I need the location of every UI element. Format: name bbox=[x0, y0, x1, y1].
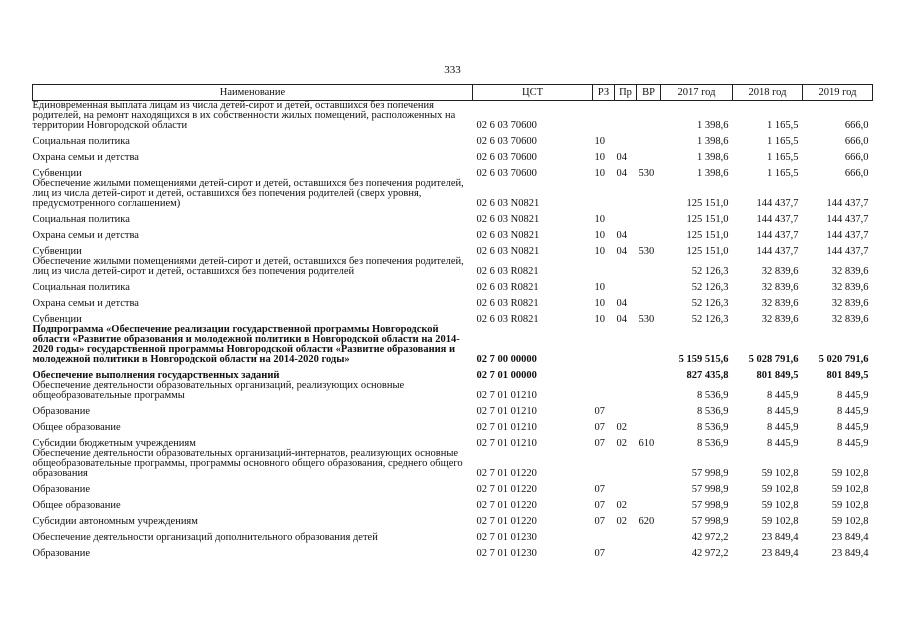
row-name: Социальная политика bbox=[32, 214, 130, 225]
row-rz: 07 bbox=[594, 406, 605, 417]
row-2019: 144 437,7 bbox=[826, 246, 869, 257]
row-vr bbox=[637, 401, 661, 417]
row-pr bbox=[615, 527, 637, 543]
table-row bbox=[33, 131, 873, 147]
row-name: Обеспечение деятельности образовательных организаций, реализующих основные общеобразовательные программы bbox=[32, 380, 405, 401]
row-vr bbox=[637, 543, 661, 559]
table-row bbox=[33, 365, 873, 381]
row-2017: 57 998,9 bbox=[691, 516, 729, 527]
row-2019: 59 102,8 bbox=[831, 484, 869, 495]
row-2017: 1 398,6 bbox=[697, 152, 729, 163]
table-row bbox=[33, 241, 873, 257]
row-cst: 02 7 01 00000 bbox=[476, 370, 537, 381]
row-rz bbox=[593, 179, 615, 209]
row-pr bbox=[615, 131, 637, 147]
row-2018: 32 839,6 bbox=[761, 314, 799, 325]
header-rz: РЗ bbox=[593, 85, 615, 101]
row-2018: 1 165,5 bbox=[767, 168, 799, 179]
row-cst: 02 7 01 01220 bbox=[476, 500, 537, 511]
header-2017: 2017 год bbox=[661, 85, 733, 101]
row-name: Субсидии бюджетным учреждениям bbox=[32, 438, 196, 449]
row-vr bbox=[637, 479, 661, 495]
row-name: Субвенции bbox=[32, 246, 82, 257]
row-rz: 10 bbox=[594, 298, 605, 309]
row-rz: 10 bbox=[594, 214, 605, 225]
row-name: Охрана семьи и детства bbox=[32, 152, 139, 163]
row-2018: 59 102,8 bbox=[761, 468, 799, 479]
row-2018: 8 445,9 bbox=[767, 406, 799, 417]
row-pr: 02 bbox=[616, 422, 627, 433]
table-row bbox=[33, 417, 873, 433]
row-cst: 02 6 03 R0821 bbox=[476, 266, 539, 277]
row-2019: 59 102,8 bbox=[831, 468, 869, 479]
row-rz: 07 bbox=[594, 422, 605, 433]
row-vr bbox=[637, 365, 661, 381]
row-vr bbox=[637, 209, 661, 225]
row-vr bbox=[637, 257, 661, 277]
row-rz: 10 bbox=[594, 136, 605, 147]
row-cst: 02 6 03 70600 bbox=[476, 136, 537, 147]
row-name: Обеспечение жилыми помещениями детей-сирот и детей, оставшихся без попечения родителей, лиц из числа детей-сирот и детей, оставшихся без попечения родителей bbox=[32, 256, 464, 277]
table-header-row bbox=[33, 85, 873, 101]
row-2019: 23 849,4 bbox=[831, 548, 869, 559]
row-2018: 8 445,9 bbox=[767, 422, 799, 433]
row-2019: 8 445,9 bbox=[837, 406, 869, 417]
row-rz bbox=[593, 381, 615, 401]
row-name: Охрана семьи и детства bbox=[32, 230, 139, 241]
row-2018: 5 028 791,6 bbox=[748, 354, 799, 365]
row-2017: 52 126,3 bbox=[691, 282, 729, 293]
header-2019: 2019 год bbox=[803, 85, 873, 101]
row-rz: 10 bbox=[594, 246, 605, 257]
row-vr bbox=[637, 495, 661, 511]
row-cst: 02 6 03 N0821 bbox=[476, 214, 540, 225]
row-2017: 8 536,9 bbox=[697, 422, 729, 433]
row-vr bbox=[637, 277, 661, 293]
row-name: Единовременная выплата лицам из числа детей-сирот и детей, оставшихся без попечения родителей, на ремонт находящихся в их собственности жилых помещений, расположенных на территории Новгородской области bbox=[32, 100, 456, 131]
table-row bbox=[33, 381, 873, 401]
row-2017: 42 972,2 bbox=[691, 548, 729, 559]
row-pr: 04 bbox=[616, 152, 627, 163]
row-pr bbox=[615, 277, 637, 293]
row-cst: 02 6 03 70600 bbox=[476, 120, 537, 131]
row-2018: 144 437,7 bbox=[756, 198, 799, 209]
row-cst: 02 6 03 70600 bbox=[476, 152, 537, 163]
row-rz: 07 bbox=[594, 548, 605, 559]
row-pr bbox=[615, 365, 637, 381]
table-row bbox=[33, 527, 873, 543]
row-2017: 1 398,6 bbox=[697, 136, 729, 147]
row-name: Обеспечение деятельности образовательных организаций-интернатов, реализующих основные общеобразовательные программы, программы основного общего образования, среднего общего образования bbox=[32, 448, 463, 479]
row-vr: 530 bbox=[638, 314, 655, 325]
table-row bbox=[33, 479, 873, 495]
table-row bbox=[33, 179, 873, 209]
row-rz: 07 bbox=[594, 484, 605, 495]
row-pr: 04 bbox=[616, 298, 627, 309]
row-2017: 42 972,2 bbox=[691, 532, 729, 543]
row-2019: 666,0 bbox=[844, 152, 869, 163]
row-2017: 8 536,9 bbox=[697, 390, 729, 401]
row-name: Общее образование bbox=[32, 422, 121, 433]
table-row bbox=[33, 543, 873, 559]
row-vr bbox=[637, 449, 661, 479]
row-2018: 144 437,7 bbox=[756, 230, 799, 241]
row-2019: 801 849,5 bbox=[826, 370, 869, 381]
row-name: Субсидии автономным учреждениям bbox=[32, 516, 198, 527]
row-2018: 801 849,5 bbox=[756, 370, 799, 381]
row-2019: 32 839,6 bbox=[831, 266, 869, 277]
row-2019: 32 839,6 bbox=[831, 282, 869, 293]
row-cst: 02 7 01 01220 bbox=[476, 468, 537, 479]
page-number: 333 bbox=[444, 64, 461, 76]
row-2017: 52 126,3 bbox=[691, 298, 729, 309]
row-2018: 1 165,5 bbox=[767, 152, 799, 163]
row-2019: 8 445,9 bbox=[837, 390, 869, 401]
row-2018: 59 102,8 bbox=[761, 516, 799, 527]
table-row bbox=[33, 309, 873, 325]
row-2019: 666,0 bbox=[844, 120, 869, 131]
row-2018: 8 445,9 bbox=[767, 438, 799, 449]
header-name: Наименование bbox=[33, 85, 473, 101]
row-2017: 125 151,0 bbox=[686, 214, 729, 225]
row-vr bbox=[637, 381, 661, 401]
row-name: Подпрограмма «Обеспечение реализации государственной программы Новгородской области «Развитие образования и молодежной политики в Новгородской области на 2014-2020 годы» государственной программы Новгородской области «Развитие образования и молодежной политики в Новгородской области на 2014-2020 годы» bbox=[32, 324, 460, 365]
row-name: Социальная политика bbox=[32, 282, 130, 293]
table-row bbox=[33, 225, 873, 241]
row-rz bbox=[593, 325, 615, 365]
row-2018: 144 437,7 bbox=[756, 246, 799, 257]
row-pr bbox=[615, 479, 637, 495]
row-pr bbox=[615, 325, 637, 365]
row-pr: 02 bbox=[616, 438, 627, 449]
row-vr: 610 bbox=[638, 438, 655, 449]
row-rz bbox=[593, 527, 615, 543]
row-pr bbox=[615, 449, 637, 479]
row-2017: 52 126,3 bbox=[691, 314, 729, 325]
row-vr bbox=[637, 131, 661, 147]
row-2019: 666,0 bbox=[844, 136, 869, 147]
row-2019: 144 437,7 bbox=[826, 214, 869, 225]
row-vr: 530 bbox=[638, 168, 655, 179]
row-vr bbox=[637, 225, 661, 241]
row-2018: 8 445,9 bbox=[767, 390, 799, 401]
row-cst: 02 7 01 01210 bbox=[476, 422, 537, 433]
row-name: Субвенции bbox=[32, 314, 82, 325]
row-cst: 02 6 03 R0821 bbox=[476, 282, 539, 293]
row-cst: 02 7 01 01210 bbox=[476, 390, 537, 401]
row-pr bbox=[615, 401, 637, 417]
row-pr: 04 bbox=[616, 168, 627, 179]
row-2017: 5 159 515,6 bbox=[678, 354, 729, 365]
row-2019: 8 445,9 bbox=[837, 422, 869, 433]
row-cst: 02 6 03 R0821 bbox=[476, 298, 539, 309]
row-cst: 02 7 01 01210 bbox=[476, 406, 537, 417]
row-vr bbox=[637, 417, 661, 433]
row-vr bbox=[637, 147, 661, 163]
row-2018: 23 849,4 bbox=[761, 548, 799, 559]
row-vr bbox=[637, 527, 661, 543]
row-2017: 125 151,0 bbox=[686, 246, 729, 257]
budget-table bbox=[32, 84, 873, 559]
row-2018: 23 849,4 bbox=[761, 532, 799, 543]
row-pr: 02 bbox=[616, 500, 627, 511]
row-2019: 5 020 791,6 bbox=[818, 354, 869, 365]
row-pr bbox=[615, 209, 637, 225]
row-2018: 1 165,5 bbox=[767, 136, 799, 147]
row-cst: 02 7 01 01220 bbox=[476, 516, 537, 527]
table-row bbox=[33, 163, 873, 179]
header-vr: ВР bbox=[637, 85, 661, 101]
row-2018: 59 102,8 bbox=[761, 500, 799, 511]
row-2017: 1 398,6 bbox=[697, 120, 729, 131]
table-row bbox=[33, 277, 873, 293]
row-cst: 02 6 03 70600 bbox=[476, 168, 537, 179]
row-rz bbox=[593, 101, 615, 132]
row-cst: 02 6 03 N0821 bbox=[476, 246, 540, 257]
row-2019: 666,0 bbox=[844, 168, 869, 179]
row-rz: 10 bbox=[594, 230, 605, 241]
row-pr bbox=[615, 381, 637, 401]
row-2017: 52 126,3 bbox=[691, 266, 729, 277]
row-pr bbox=[615, 257, 637, 277]
row-name: Образование bbox=[32, 548, 91, 559]
row-rz: 07 bbox=[594, 516, 605, 527]
row-rz: 10 bbox=[594, 282, 605, 293]
row-2019: 144 437,7 bbox=[826, 230, 869, 241]
table-row bbox=[33, 257, 873, 277]
row-vr bbox=[637, 293, 661, 309]
row-rz: 10 bbox=[594, 168, 605, 179]
row-rz bbox=[593, 365, 615, 381]
row-2019: 59 102,8 bbox=[831, 516, 869, 527]
row-rz: 07 bbox=[594, 438, 605, 449]
table-body bbox=[33, 101, 873, 560]
header-cst: ЦСТ bbox=[473, 85, 593, 101]
row-2018: 32 839,6 bbox=[761, 298, 799, 309]
row-pr bbox=[615, 179, 637, 209]
table-row bbox=[33, 433, 873, 449]
row-vr bbox=[637, 325, 661, 365]
row-vr bbox=[637, 179, 661, 209]
row-2018: 32 839,6 bbox=[761, 266, 799, 277]
row-pr: 04 bbox=[616, 230, 627, 241]
row-name: Обеспечение жилыми помещениями детей-сирот и детей, оставшихся без попечения родителей, лиц из числа детей-сирот и детей, оставшихся без попечения родителей (сверх уровня, предусмотренного соглашением) bbox=[32, 178, 464, 209]
row-2019: 32 839,6 bbox=[831, 314, 869, 325]
row-2018: 1 165,5 bbox=[767, 120, 799, 131]
row-2017: 57 998,9 bbox=[691, 484, 729, 495]
header-pr: Пр bbox=[615, 85, 637, 101]
row-name: Общее образование bbox=[32, 500, 121, 511]
table-row bbox=[33, 401, 873, 417]
row-2017: 1 398,6 bbox=[697, 168, 729, 179]
row-2018: 59 102,8 bbox=[761, 484, 799, 495]
row-2019: 23 849,4 bbox=[831, 532, 869, 543]
row-cst: 02 7 01 01220 bbox=[476, 484, 537, 495]
row-rz bbox=[593, 449, 615, 479]
row-name: Обеспечение выполнения государственных заданий bbox=[32, 370, 280, 381]
row-2017: 57 998,9 bbox=[691, 468, 729, 479]
row-2018: 32 839,6 bbox=[761, 282, 799, 293]
row-rz: 10 bbox=[594, 152, 605, 163]
row-cst: 02 7 01 01230 bbox=[476, 548, 537, 559]
table-row bbox=[33, 147, 873, 163]
row-cst: 02 7 01 01230 bbox=[476, 532, 537, 543]
row-vr bbox=[637, 101, 661, 132]
row-name: Охрана семьи и детства bbox=[32, 298, 139, 309]
row-2017: 827 435,8 bbox=[686, 370, 729, 381]
row-cst: 02 6 03 N0821 bbox=[476, 230, 540, 241]
row-vr: 530 bbox=[638, 246, 655, 257]
row-2019: 59 102,8 bbox=[831, 500, 869, 511]
row-2017: 125 151,0 bbox=[686, 198, 729, 209]
table-row bbox=[33, 101, 873, 132]
row-name: Образование bbox=[32, 406, 91, 417]
row-vr: 620 bbox=[638, 516, 655, 527]
row-name: Социальная политика bbox=[32, 136, 130, 147]
header-2018: 2018 год bbox=[733, 85, 803, 101]
row-pr: 04 bbox=[616, 314, 627, 325]
row-rz: 10 bbox=[594, 314, 605, 325]
row-2017: 8 536,9 bbox=[697, 406, 729, 417]
table-row bbox=[33, 293, 873, 309]
row-2019: 8 445,9 bbox=[837, 438, 869, 449]
row-cst: 02 6 03 R0821 bbox=[476, 314, 539, 325]
row-pr bbox=[615, 543, 637, 559]
table-row bbox=[33, 449, 873, 479]
row-cst: 02 7 00 00000 bbox=[476, 354, 537, 365]
row-pr bbox=[615, 101, 637, 132]
table-row bbox=[33, 209, 873, 225]
row-name: Образование bbox=[32, 484, 91, 495]
row-2019: 32 839,6 bbox=[831, 298, 869, 309]
row-2017: 57 998,9 bbox=[691, 500, 729, 511]
row-2019: 144 437,7 bbox=[826, 198, 869, 209]
row-2018: 144 437,7 bbox=[756, 214, 799, 225]
row-cst: 02 7 01 01210 bbox=[476, 438, 537, 449]
row-pr: 02 bbox=[616, 516, 627, 527]
row-2017: 125 151,0 bbox=[686, 230, 729, 241]
row-rz bbox=[593, 257, 615, 277]
table-row bbox=[33, 325, 873, 365]
table-row bbox=[33, 511, 873, 527]
row-cst: 02 6 03 N0821 bbox=[476, 198, 540, 209]
row-name: Обеспечение деятельности организаций дополнительного образования детей bbox=[32, 532, 378, 543]
table-row bbox=[33, 495, 873, 511]
row-2017: 8 536,9 bbox=[697, 438, 729, 449]
row-rz: 07 bbox=[594, 500, 605, 511]
row-pr: 04 bbox=[616, 246, 627, 257]
row-name: Субвенции bbox=[32, 168, 82, 179]
